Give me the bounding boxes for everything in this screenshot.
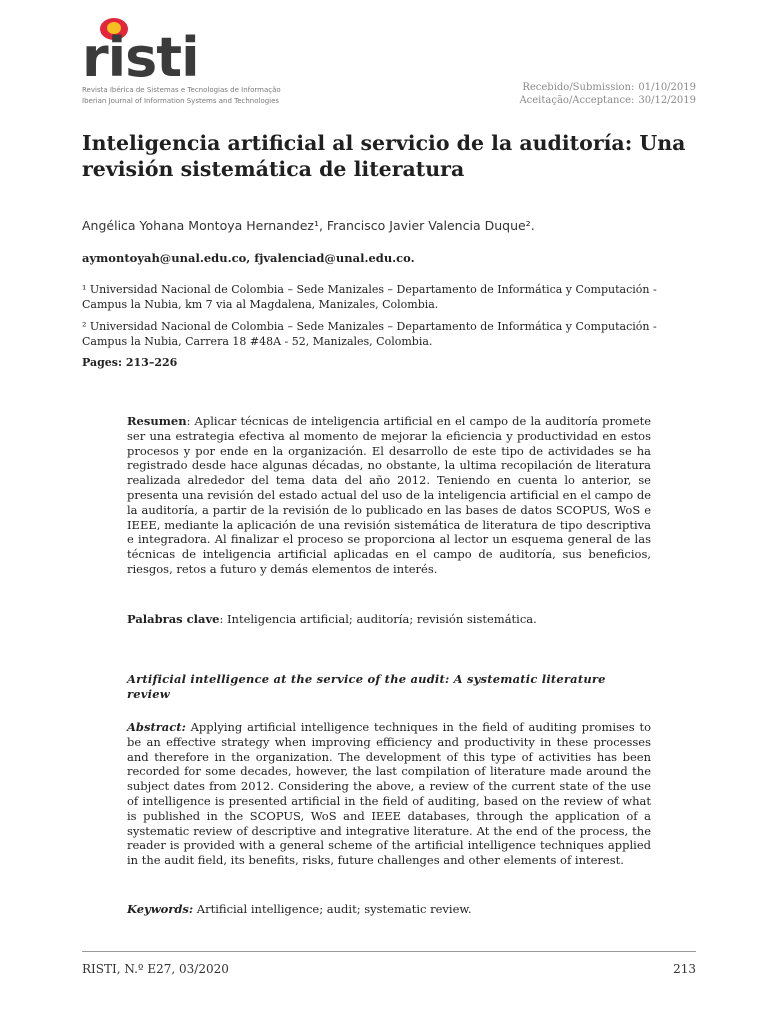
accepted-date-row (515, 95, 696, 106)
footer-issue: RISTI, N.º E27, 03/2020 (82, 962, 229, 976)
author-emails: aymontoyah@unal.edu.co, fjvalenciad@unal.edu.co. (82, 251, 415, 265)
resumen-paragraph (127, 414, 651, 577)
article-title: Inteligencia artificial al servicio de la auditoría: Una revisión sistemática de literatura (82, 131, 686, 181)
abstract-text: Applying artificial intelligence techniques in the field of auditing promises to be an effective strategy when improving efficiency and productivity in these processes and therefore in the organization. The development of this type of activities has been recorded for some decades, however, the last compilation of literature made around the subject dates from 2012. Considering the above, a review of the current state of the use of intelligence is presented artificial in the field of auditing, based on the review of what is published in the SCOPUS, WoS and IEEE databases, through the application of a systematic review of descriptive and integrative literature. At the end of the process, the reader is provided with a general scheme of the artificial intelligence techniques applied in the audit field, its benefits, risks, future challenges and other elements of interest. (127, 720, 651, 868)
keywords-label: Keywords: (127, 902, 194, 916)
received-label: Recebido/Submission: (522, 82, 635, 93)
page-number: 213 (673, 962, 696, 976)
received-date: 01/10/2019 (638, 82, 696, 93)
accepted-label: Aceitação/Acceptance: (519, 95, 635, 106)
resumen-label: Resumen (127, 414, 187, 428)
affiliation-1: ¹ Universidad Nacional de Colombia – Sede Manizales – Departamento de Informática y Computación -Campus la Nubia, km 7 via al Magdalena, Manizales, Colombia. (82, 283, 657, 311)
palabras-clave-label: Palabras clave (127, 612, 220, 626)
abstract-paragraph (127, 720, 651, 868)
page-range: Pages: 213–226 (82, 356, 178, 369)
keywords-text: Artificial intelligence; audit; systematic review. (193, 902, 472, 916)
journal-name-pt: Revista Ibérica de Sistemas e Tecnologias de Informação (82, 86, 281, 94)
journal-logo (82, 18, 199, 89)
journal-name-en: Iberian Journal of Information Systems and Technologies (82, 97, 280, 105)
abstract-label: Abstract: (127, 720, 186, 734)
keywords-paragraph (127, 902, 651, 917)
english-title: Artificial intelligence at the service of the audit: A systematic literature review (127, 672, 606, 701)
footer-divider (82, 951, 696, 952)
logo-text: risti (82, 26, 199, 89)
palabras-clave-text: : Inteligencia artificial; auditoría; revisión sistemática. (219, 612, 537, 626)
accepted-date: 30/12/2019 (638, 95, 696, 106)
affiliation-2: ² Universidad Nacional de Colombia – Sede Manizales – Departamento de Informática y Computación -Campus la Nubia, Carrera 18 #48A - 52, Manizales, Colombia. (82, 320, 657, 348)
received-date-row (518, 82, 696, 93)
resumen-text: : Aplicar técnicas de inteligencia artificial en el campo de la auditoría promete ser una estrategia efectiva al momento de mejorar la eficiencia y productividad en estos procesos y por ende en la organización. El desarrollo de este tipo de actividades se ha registrado desde hace algunas décadas, no obstante, la ultima recopilación de literatura realizada alrededor del tema data del año 2012. Teniendo en cuenta lo anterior, se presenta una revisión del estado actual del uso de la inteligencia artificial en el campo de la auditoría, a partir de la revisión de lo publicado en las bases de datos SCOPUS, WoS e IEEE, mediante la aplicación de una revisión sistemática de literatura de tipo descriptiva e integradora. Al finalizar el proceso se proporciona al lector un esquema general de las técnicas de inteligencia artificial aplicadas en el campo de auditoría, sus beneficios, riesgos, retos a futuro y demás elementos de interés. (127, 414, 651, 576)
author-list: Angélica Yohana Montoya Hernandez¹, Francisco Javier Valencia Duque². (82, 218, 535, 233)
palabras-clave-paragraph (127, 612, 651, 627)
